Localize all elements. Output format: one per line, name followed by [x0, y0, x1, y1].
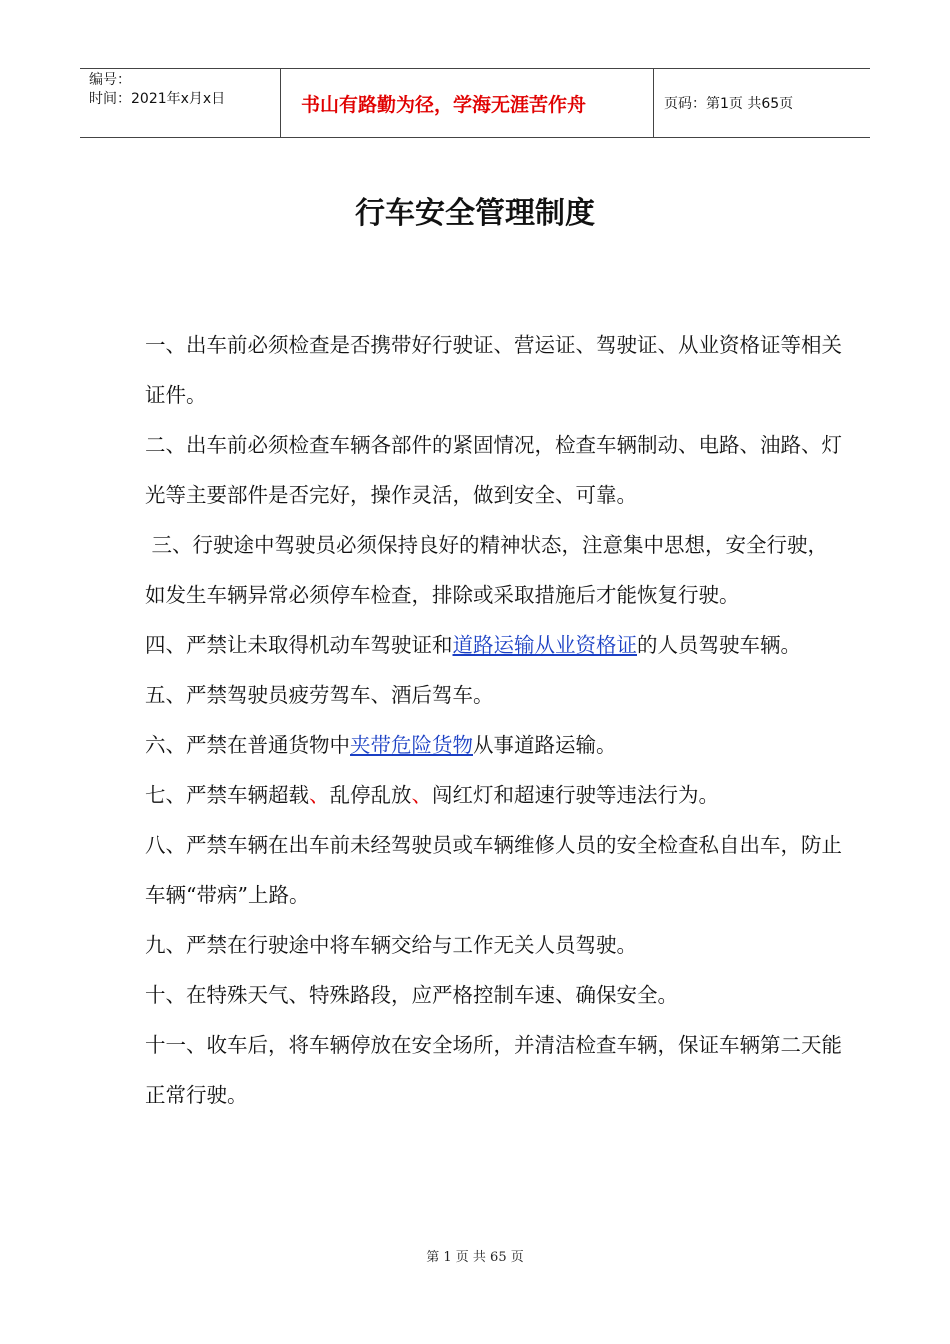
- paragraph-7-part-a: 七、严禁车辆超载: [145, 783, 309, 807]
- paragraph-7-part-b: 乱停乱放: [329, 783, 412, 807]
- paragraph-3: 三、行驶途中驾驶员必须保持良好的精神状态，注意集中思想，安全行驶，如发生车辆异常必须停车检查，排除或采取措施后才能恢复行驶。: [145, 533, 829, 607]
- paragraph-5: 五、严禁驾驶员疲劳驾车、酒后驾车。: [145, 683, 494, 707]
- dangerous-goods-link[interactable]: 夹带危险货物: [350, 733, 473, 757]
- paragraph-6-text-after: 从事道路运输。: [473, 733, 617, 757]
- header-motto: 书山有路勤为径，学海无涯苦作舟: [281, 69, 654, 137]
- paragraph-7-part-c: 闯红灯和超速行驶等违法行为。: [432, 783, 719, 807]
- paragraph-6: [145, 720, 845, 770]
- paragraph-2: 二、出车前必须检查车辆各部件的紧固情况，检查车辆制动、电路、油路、灯光等主要部件是否完好，操作灵活，做到安全、可靠。: [145, 433, 842, 507]
- document-title: 行车安全管理制度: [355, 196, 595, 231]
- header-meta-cell: [80, 69, 281, 137]
- document-header: [80, 68, 870, 138]
- paragraph-1: 一、出车前必须检查是否携带好行驶证、营运证、驾驶证、从业资格证等相关证件。: [145, 333, 842, 407]
- paragraph-4: [145, 620, 845, 670]
- paragraph-9: 九、严禁在行驶途中将车辆交给与工作无关人员驾驶。: [145, 933, 637, 957]
- paragraph-8: 八、严禁车辆在出车前未经驾驶员或车辆维修人员的安全检查私自出车，防止车辆“带病”上路。: [145, 833, 842, 907]
- document-number-label: 编号：: [89, 72, 131, 88]
- document-body: [145, 320, 845, 1120]
- paragraph-4-text-after: 的人员驾驶车辆。: [637, 633, 801, 657]
- paragraph-7-separator-2: 、: [411, 783, 432, 807]
- paragraph-11: 十一、收车后，将车辆停放在安全场所，并清洁检查车辆，保证车辆第二天能正常行驶。: [145, 1033, 842, 1107]
- paragraph-4-text-before: 四、严禁让未取得机动车驾驶证和: [145, 633, 453, 657]
- paragraph-10: 十、在特殊天气、特殊路段，应严格控制车速、确保安全。: [145, 983, 678, 1007]
- paragraph-6-text-before: 六、严禁在普通货物中: [145, 733, 350, 757]
- paragraph-7-separator-1: 、: [309, 783, 330, 807]
- document-time-label: 时间：2021年x月x日: [89, 91, 226, 107]
- paragraph-7: [145, 770, 845, 820]
- page-footer: 第 1 页 共 65 页: [426, 1250, 524, 1265]
- road-transport-qualification-link[interactable]: 道路运输从业资格证: [452, 633, 637, 657]
- header-page-info: 页码：第1页 共65页: [664, 96, 794, 112]
